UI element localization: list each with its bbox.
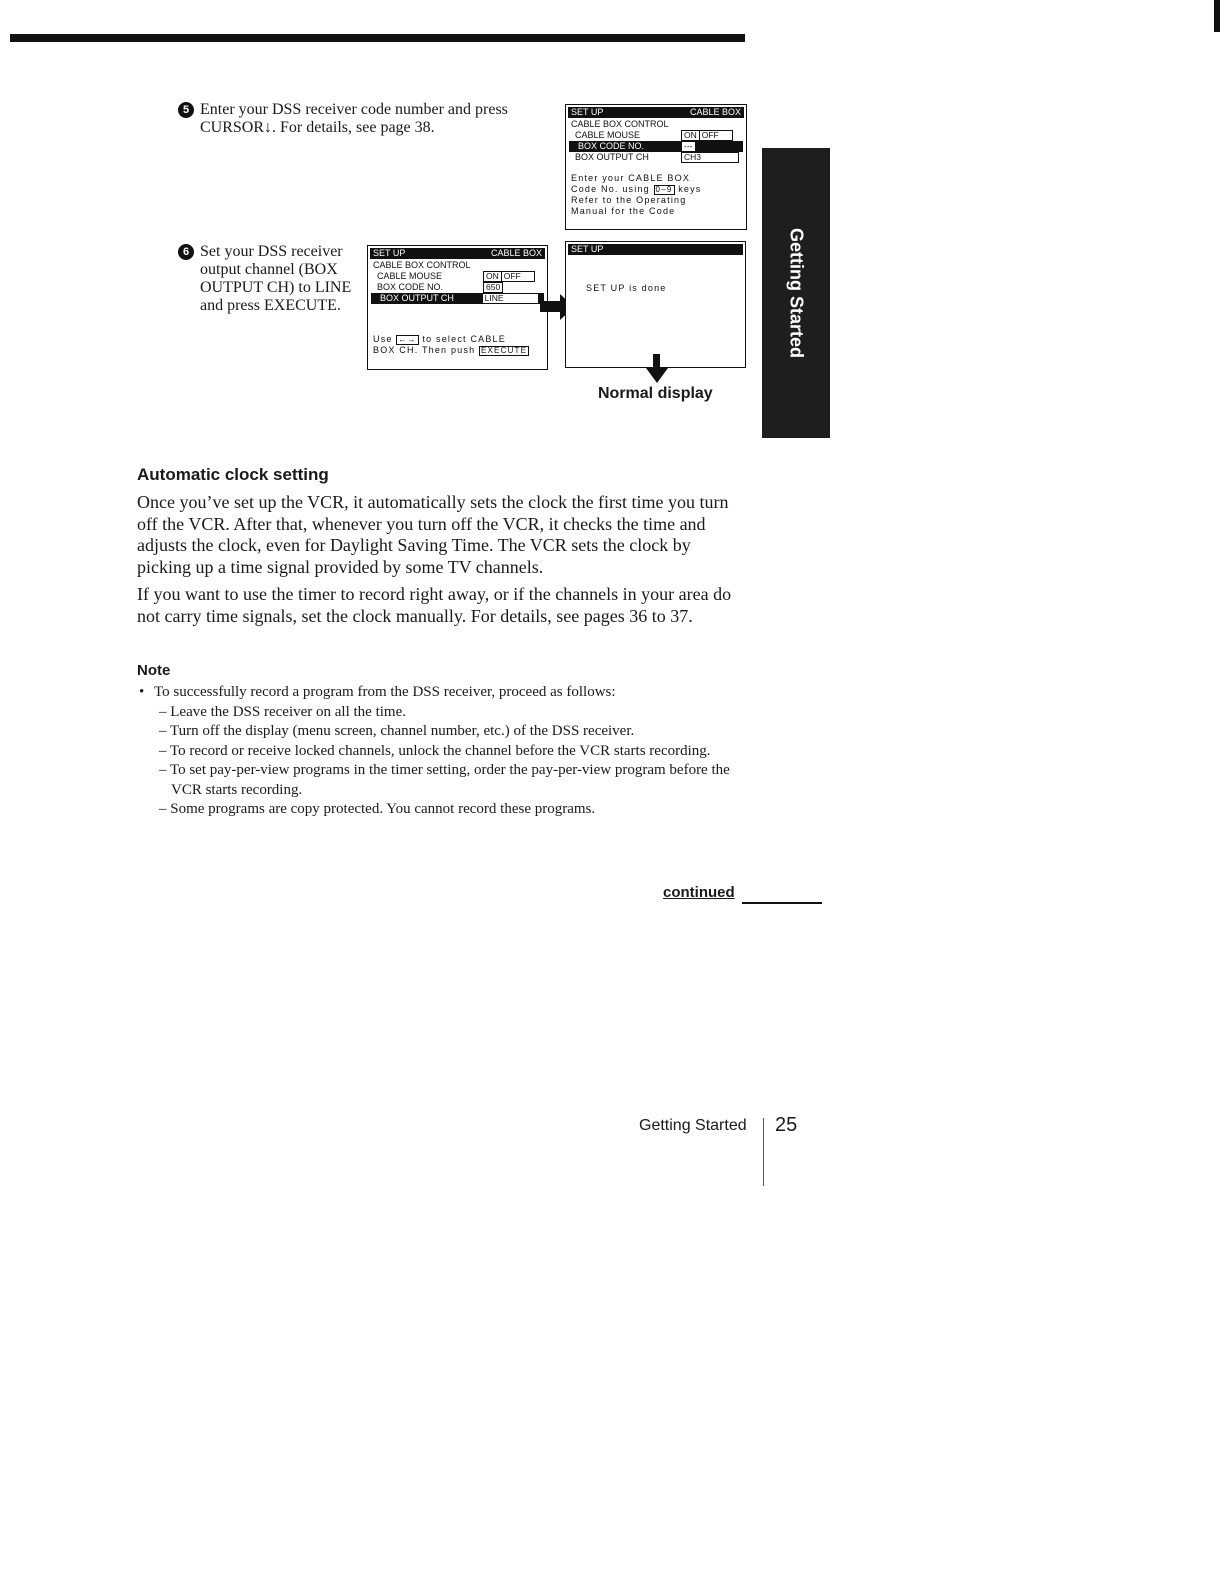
screen-header (568, 107, 744, 118)
note-body (137, 683, 737, 820)
row-label: BOX OUTPUT CH (575, 152, 649, 162)
value-code: --- (681, 141, 696, 152)
paragraph-1: Once you’ve set up the VCR, it automatically sets the clock the first time you turn off the VCR. After that, whenever you turn off the VCR, it checks the time and adjusts the clock, even for Daylight Saving Time. The VCR sets the clock by picking up a time signal provided by some TV channels. (137, 492, 729, 577)
screen-control-title: CABLE BOX CONTROL (373, 260, 471, 270)
screen-row-output-ch (566, 152, 746, 163)
row-label: CABLE MOUSE (377, 271, 443, 281)
value-code: 650 (483, 282, 503, 293)
screen-box-output-ch (367, 245, 548, 370)
note-item: – Some programs are copy protected. You cannot record these programs. (159, 801, 596, 817)
screen-row-box-code-selected (569, 141, 743, 152)
note-item: – To record or receive locked channels, unlock the channel before the VCR starts recording. (159, 742, 711, 759)
arrow-keys-icon: ←→ (398, 335, 417, 344)
screen-header (568, 244, 743, 255)
section-tab-label: Getting Started (786, 227, 807, 359)
note-bullet-text: To successfully record a program from the DSS receiver, proceed as follows: (154, 684, 616, 700)
step-5-line-2: CURSOR↓. For details, see page 38. (200, 119, 435, 136)
step-5 (178, 101, 558, 137)
note-heading: Note (137, 662, 171, 679)
top-rule (10, 34, 745, 42)
footer-divider (763, 1118, 764, 1186)
step-5-line-1: Enter your DSS receiver code number and press (200, 101, 508, 118)
screen-setup-done (565, 241, 746, 368)
execute-key-icon: EXECUTE (480, 346, 528, 355)
value-on: ON (483, 271, 501, 282)
edge-mark (1214, 0, 1220, 32)
row-label: BOX OUTPUT CH (380, 293, 454, 303)
screen-header-right: CABLE BOX (689, 107, 741, 117)
screen-row-box-code (368, 282, 547, 293)
screen-header-right: CABLE BOX (490, 248, 542, 258)
continued-rule (742, 902, 822, 904)
note-item: – Leave the DSS receiver on all the time. (159, 703, 406, 720)
step-number-5: 5 (178, 102, 194, 118)
footer-section: Getting Started (639, 1117, 747, 1134)
screen-msg-3: Refer to the Operating (571, 195, 687, 205)
screen-header (370, 248, 545, 259)
row-label: CABLE MOUSE (575, 130, 641, 140)
row-label: BOX CODE NO. (377, 282, 444, 292)
continued-label: continued (663, 884, 735, 901)
value-off: OFF (699, 130, 733, 141)
msg-text: Use (373, 334, 393, 344)
section-heading: Automatic clock setting (137, 465, 329, 484)
arrow-down-icon (645, 354, 669, 384)
setup-done-message: SET UP is done (586, 283, 667, 293)
step-6-line-4: and press EXECUTE. (200, 297, 341, 314)
value-output: LINE (482, 293, 539, 304)
step-6-line-3: OUTPUT CH) to LINE (200, 279, 352, 296)
step-6-line-2: output channel (BOX (200, 261, 338, 278)
screen-header-left: SET UP (571, 244, 604, 254)
step-number-6: 6 (178, 244, 194, 260)
msg-text: keys (678, 184, 702, 194)
step-6-line-1: Set your DSS receiver (200, 243, 343, 260)
msg-text: to select CABLE (422, 334, 506, 344)
value-off: OFF (501, 271, 535, 282)
section-tab (762, 148, 830, 438)
note-item: – Turn off the display (menu screen, channel number, etc.) of the DSS receiver. (159, 723, 635, 739)
row-label: BOX CODE NO. (578, 141, 645, 151)
screen-row-output-selected (371, 293, 544, 304)
screen-row-cable-mouse (566, 130, 746, 141)
screen-msg-2 (368, 345, 547, 356)
screen-header-left: SET UP (373, 248, 406, 258)
msg-text: BOX CH. Then push (373, 345, 476, 355)
screen-row-cable-mouse (368, 271, 547, 282)
step-6 (178, 243, 368, 315)
value-on: ON (681, 130, 699, 141)
key-icon: 0–9 (655, 185, 673, 194)
screen-msg-1: Enter your CABLE BOX (571, 173, 691, 183)
screen-msg-4: Manual for the Code (571, 206, 676, 216)
msg-text: Code No. using (571, 184, 650, 194)
screen-header-left: SET UP (571, 107, 604, 117)
screen-cable-box-code (565, 104, 747, 230)
screen-msg-1 (368, 334, 547, 345)
paragraph-2: If you want to use the timer to record right away, or if the channels in your area do not carry time signals, set the clock manually. For details, see pages 36 to 37. (137, 584, 732, 626)
screen-control-title: CABLE BOX CONTROL (571, 119, 669, 129)
screen-msg-2 (566, 184, 746, 195)
normal-display-label: Normal display (598, 385, 713, 402)
page-number: 25 (775, 1114, 798, 1136)
note-bullet (137, 683, 737, 703)
value-output: CH3 (681, 152, 739, 163)
bullet-icon: • (139, 684, 145, 700)
note-item: – To set pay-per-view programs in the timer setting, order the pay-per-view program before the VCR starts recording. (159, 762, 730, 798)
